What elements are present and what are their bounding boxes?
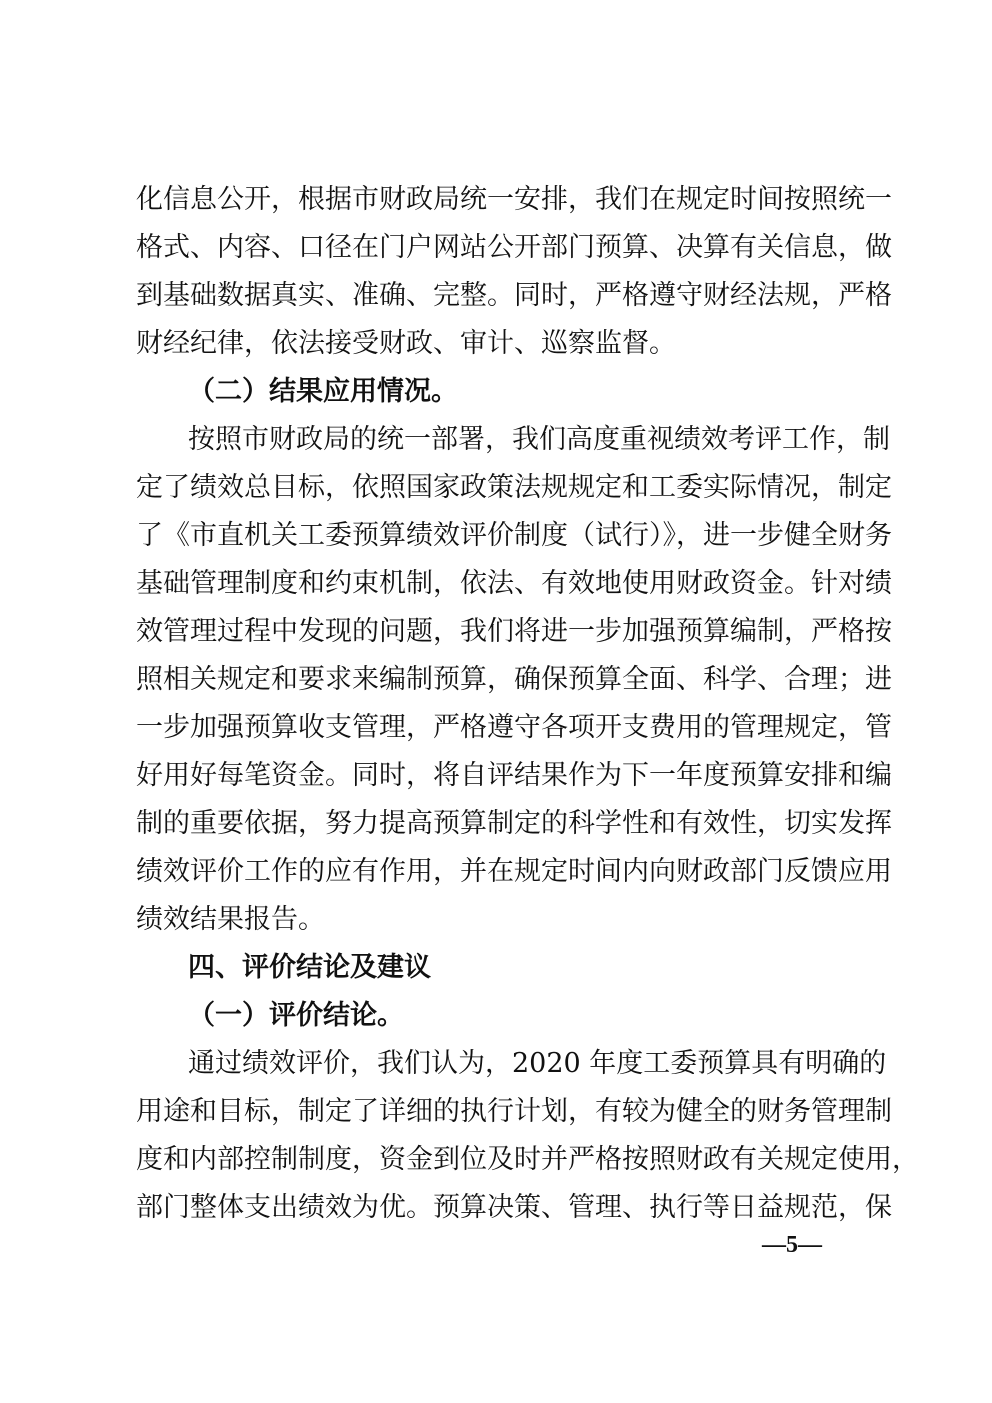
- paragraph-line: 效管理过程中发现的问题，我们将进一步加强预算编制，严格按: [136, 616, 892, 647]
- paragraph-line: 绩效结果报告。: [136, 904, 325, 935]
- paragraph-line: 度和内部控制制度，资金到位及时并严格按照财政有关规定使用，: [136, 1144, 919, 1175]
- subsection-heading: （二）结果应用情况。: [188, 376, 458, 407]
- paragraph-line: 定了绩效总目标，依照国家政策法规规定和工委实际情况，制定: [136, 472, 892, 503]
- paragraph-line: 基础管理制度和约束机制，依法、有效地使用财政资金。针对绩: [136, 568, 892, 599]
- paragraph-line: 用途和目标，制定了详细的执行计划，有较为健全的财务管理制: [136, 1096, 892, 1127]
- paragraph-line: 按照市财政局的统一部署，我们高度重视绩效考评工作，制: [188, 424, 890, 455]
- paragraph-line: 照相关规定和要求来编制预算，确保预算全面、科学、合理；进: [136, 664, 892, 695]
- paragraph-line: 制的重要依据，努力提高预算制定的科学性和有效性，切实发挥: [136, 808, 892, 839]
- paragraph-line: 绩效评价工作的应有作用，并在规定时间内向财政部门反馈应用: [136, 856, 892, 887]
- paragraph-line: 一步加强预算收支管理，严格遵守各项开支费用的管理规定，管: [136, 712, 892, 743]
- paragraph-line: 了《市直机关工委预算绩效评价制度（试行）》，进一步健全财务: [136, 520, 892, 551]
- section-heading: 四、评价结论及建议: [188, 952, 431, 983]
- paragraph-line: 化信息公开，根据市财政局统一安排，我们在规定时间按照统一: [136, 184, 892, 215]
- paragraph-line: 部门整体支出绩效为优。预算决策、管理、执行等日益规范，保: [136, 1192, 892, 1223]
- paragraph-line: 格式、内容、口径在门户网站公开部门预算、决算有关信息，做: [136, 232, 892, 263]
- subsection-heading: （一）评价结论。: [188, 1000, 404, 1031]
- paragraph-line: 通过绩效评价，我们认为，2020 年度工委预算具有明确的: [188, 1048, 887, 1079]
- paragraph-line: 到基础数据真实、准确、完整。同时，严格遵守财经法规，严格: [136, 280, 892, 311]
- page-number: —5—: [762, 1232, 822, 1258]
- paragraph-line: 财经纪律，依法接受财政、审计、巡察监督。: [136, 328, 676, 359]
- paragraph-line: 好用好每笔资金。同时，将自评结果作为下一年度预算安排和编: [136, 760, 892, 791]
